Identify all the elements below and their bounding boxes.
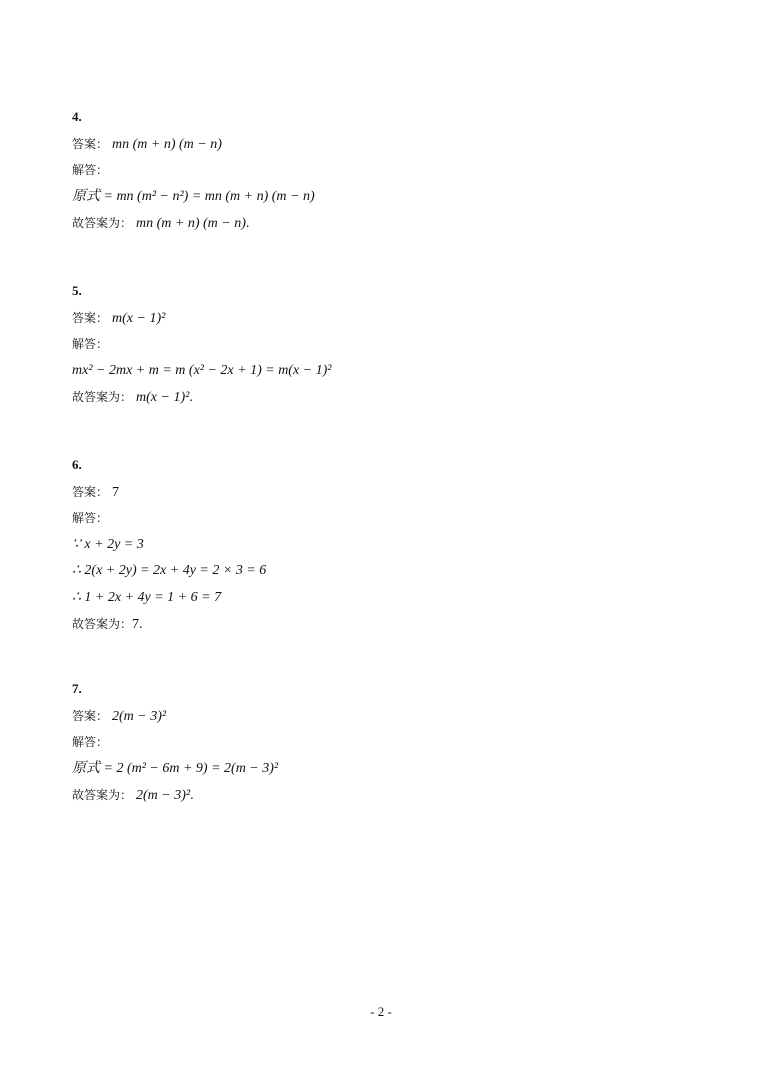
final-period: . — [189, 390, 193, 405]
final-answer-label: 故答案为： — [72, 390, 133, 404]
final-answer-value: mn (m + n) (m − n) — [136, 216, 246, 231]
solution-label: 解答： — [72, 337, 109, 351]
problem-6 — [72, 452, 692, 638]
problem-7 — [72, 676, 692, 809]
problem-number: 7. — [72, 681, 82, 696]
answer-label: 答案： — [72, 484, 109, 499]
answer-label: 答案： — [72, 708, 109, 723]
solution-label: 解答： — [72, 163, 109, 177]
final-answer-value: m(x − 1)² — [136, 390, 190, 405]
final-answer-label: 故答案为： — [72, 216, 133, 230]
final-answer-line — [72, 782, 692, 809]
final-answer-value: 2(m − 3)² — [136, 788, 191, 803]
answer-line — [72, 479, 692, 506]
final-answer-line — [72, 210, 692, 237]
problem-4 — [72, 104, 692, 237]
problem-number: 6. — [72, 457, 82, 472]
answer-value: m(x − 1)² — [112, 310, 166, 326]
answer-line — [72, 131, 692, 158]
solution-step: 原式 = mn (m² − n²) = mn (m + n) (m − n) — [72, 188, 315, 204]
final-answer-value: 7 — [132, 617, 140, 632]
problem-number: 5. — [72, 283, 82, 298]
solution-step: ∵ x + 2y = 3 — [72, 536, 144, 552]
final-answer-line — [72, 384, 692, 411]
answer-value: 7 — [112, 484, 120, 500]
answer-value: 2(m − 3)² — [112, 708, 167, 724]
answer-line — [72, 703, 692, 730]
final-answer-label: 故答案为： — [72, 617, 133, 631]
solution-label: 解答： — [72, 735, 109, 749]
answer-label: 答案： — [72, 136, 109, 151]
solution-step: ∴ 2(x + 2y) = 2x + 4y = 2 × 3 = 6 — [72, 563, 267, 578]
final-period: . — [245, 216, 250, 231]
solution-step: ∴ 1 + 2x + 4y = 1 + 6 = 7 — [72, 589, 222, 605]
final-period: . — [139, 617, 143, 632]
solution-label: 解答： — [72, 511, 109, 525]
solution-step: mx² − 2mx + m = m (x² − 2x + 1) = m(x − 1)² — [72, 362, 332, 378]
answer-line — [72, 305, 692, 332]
answer-label: 答案： — [72, 310, 109, 325]
problem-5 — [72, 278, 692, 411]
solution-step: 原式 = 2 (m² − 6m + 9) = 2(m − 3)² — [72, 760, 279, 776]
problem-number: 4. — [72, 109, 82, 124]
final-answer-label: 故答案为： — [72, 788, 133, 802]
final-period: . — [190, 788, 194, 803]
answer-value: mn (m + n) (m − n) — [112, 136, 222, 152]
page-number: - 2 - — [370, 1004, 392, 1019]
final-answer-line — [72, 611, 692, 638]
